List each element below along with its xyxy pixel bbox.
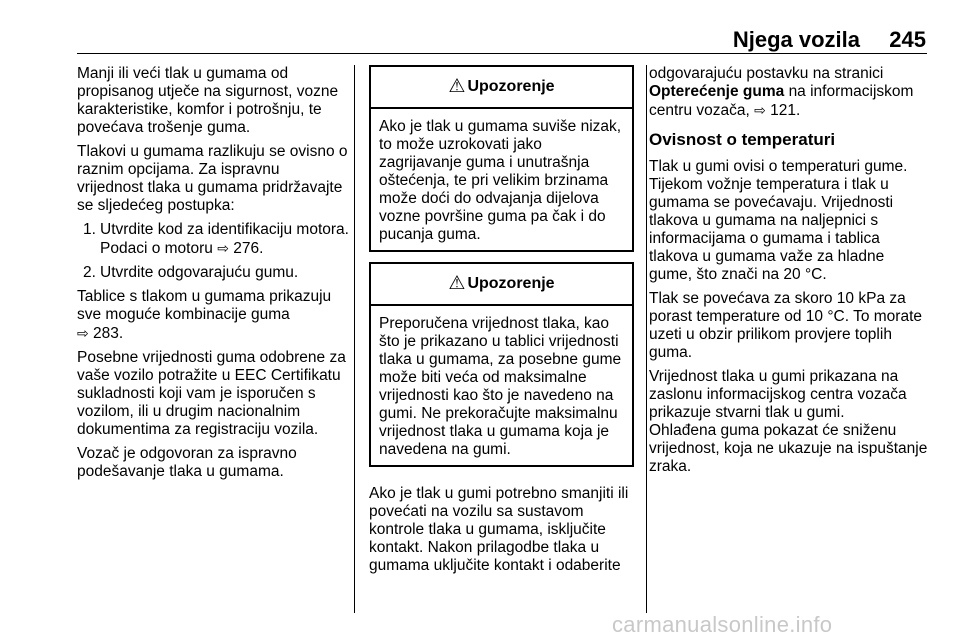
- page-reference-link[interactable]: 121.: [770, 102, 801, 119]
- column-divider-2: [646, 65, 647, 613]
- warning-triangle-icon: ⚠: [448, 273, 466, 294]
- warning-title: Upozorenje: [467, 275, 555, 292]
- header-rule: [77, 53, 927, 54]
- paragraph: Vrijednost tlaka u gumi prikazana na zaslonu informacijskog centra vozača prikazuje stvarni tlak u gumi.: [649, 368, 907, 421]
- paragraph: Posebne vrijednosti guma odobrene za vaše vozilo potražite u EEC Certifikatu sukladnosti koji vam je isporučen s vozilom, ili u drugim nacionalnim dokumentima za registraciju vozila.: [77, 349, 346, 438]
- warning-box: [369, 65, 634, 252]
- column-divider-1: [354, 65, 355, 613]
- list-number: 2.: [83, 264, 96, 281]
- column-2: [369, 65, 634, 581]
- warning-header: [371, 264, 632, 306]
- page-number: 245: [889, 27, 926, 52]
- page-reference-link[interactable]: 276.: [233, 240, 264, 257]
- subheading: Ovisnost o temperaturi: [649, 130, 836, 149]
- paragraph: Tlakovi u gumama razlikuju se ovisno o raznim opcijama. Za ispravnu vrijednost tlaka u gumama pridržavajte se sljedećeg postupka:: [77, 143, 348, 214]
- paragraph: [649, 65, 929, 120]
- warning-title: Upozorenje: [467, 78, 555, 95]
- paragraph-text: na informacijskom centru vozača,: [649, 83, 914, 119]
- page-reference-link[interactable]: 283.: [93, 325, 124, 342]
- column-3: [649, 65, 929, 482]
- section-title: Njega vozila: [732, 27, 860, 52]
- menu-setting-name: Opterećenje guma: [649, 83, 785, 100]
- warning-header: [371, 67, 632, 109]
- paragraph: Tlak se povećava za skoro 10 kPa za porast temperature od 10 °C. To morate uzeti u obzir prilikom provjere toplih guma.: [649, 290, 922, 361]
- paragraph: Vozač je odgovoran za ispravno podešavanje tlaka u gumama.: [77, 445, 297, 480]
- page-header: [0, 28, 960, 52]
- paragraph: [77, 288, 349, 343]
- paragraph-text: odgovarajuću postavku na stranici: [649, 65, 884, 82]
- paragraph: Manji ili veći tlak u gumama od propisanog utječe na sigurnost, vozne karakteristike, komfor i potrošnju, te povećava trošenje guma.: [77, 65, 339, 136]
- warning-box: [369, 262, 634, 467]
- list-text: Utvrdite kod za identifikaciju motora. Podaci o motoru: [100, 221, 349, 257]
- list-text: Utvrdite odgovarajuću gumu.: [100, 264, 299, 281]
- warning-text: Preporučena vrijednost tlaka, kao što je prikazano u tablici vrijednosti tlaka u gumama, za posebne gume može biti veća od maksimalne vrijednosti kao što je navedeno na gumi. Ne prekoračujte maksimalnu vrijednost tlaka u gumama koja je navedena na gumi.: [379, 315, 622, 458]
- cross-reference-icon: ⇨: [217, 240, 229, 256]
- paragraph-text: Tablice s tlakom u gumama prikazuju sve moguće kombinacije guma: [77, 288, 332, 323]
- paragraph: Ohlađena guma pokazat će sniženu vrijednost, koja ne ukazuje na ispuštanje zraka.: [649, 422, 928, 475]
- warning-text: Ako je tlak u gumama suviše nizak, to može uzrokovati jako zagrijavanje guma i unutrašnja oštećenja, te pri velikim brzinama može doći do odvajanja dijelova vozne površine guma pa čak i do pucanja guma.: [379, 118, 622, 243]
- column-1: [77, 65, 349, 487]
- list-item: [77, 221, 349, 258]
- list-number: 1.: [83, 221, 96, 238]
- cross-reference-icon: ⇨: [754, 102, 766, 118]
- warning-triangle-icon: ⚠: [448, 76, 466, 97]
- cross-reference-icon: ⇨: [77, 325, 89, 341]
- watermark: carmanualsonline.info: [612, 612, 833, 637]
- paragraph: Ako je tlak u gumi potrebno smanjiti ili povećati na vozilu sa sustavom kontrole tlaka u gumama, isključite kontakt. Nakon prilagodbe tlaka u gumama uključite kontakt i odaberite: [369, 485, 629, 574]
- list-item: [77, 264, 349, 282]
- paragraph: Tlak u gumi ovisi o temperaturi gume. Tijekom vožnje temperatura i tlak u gumama se povećavaju. Vrijednosti tlakova u gumama na naljepnici s informacijama o gumama i tablica tlakova u gumama važe za hladne gume, što znači na 20 °C.: [649, 158, 908, 283]
